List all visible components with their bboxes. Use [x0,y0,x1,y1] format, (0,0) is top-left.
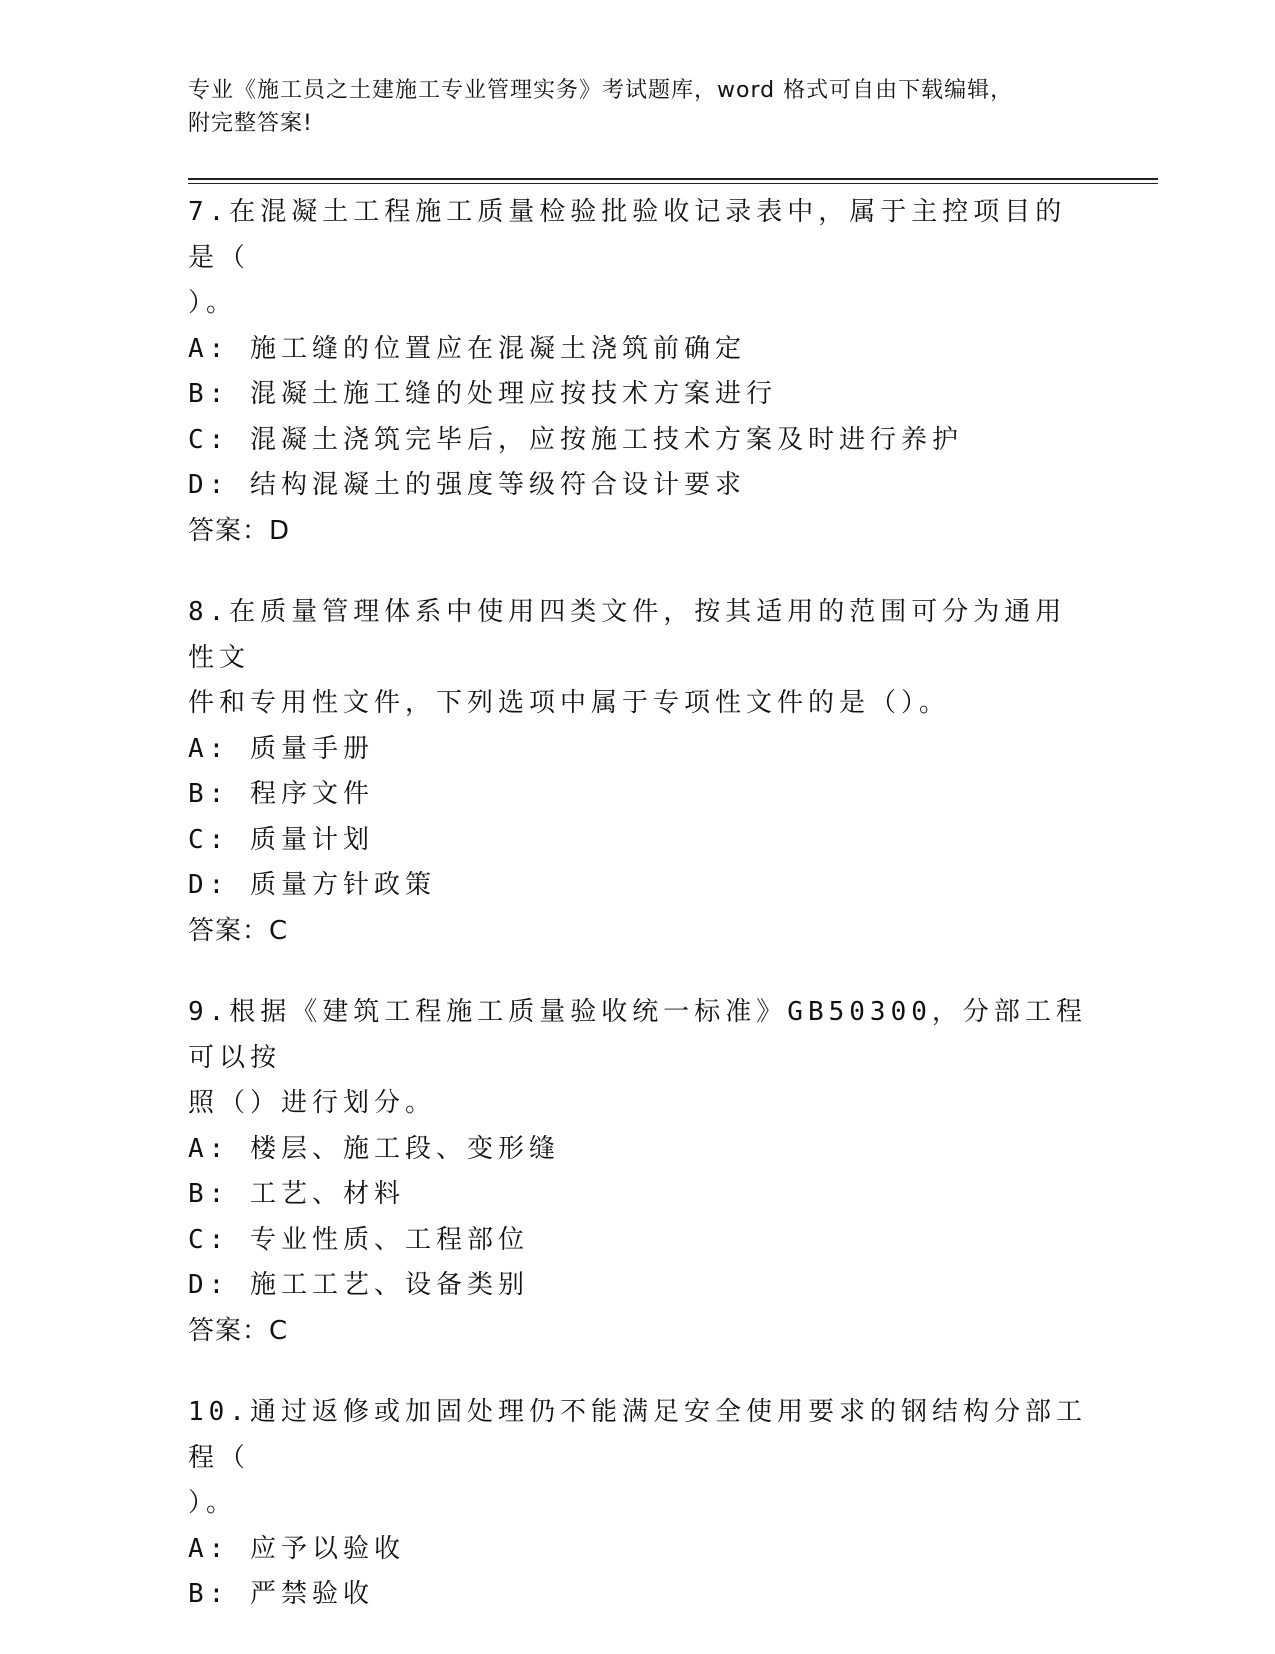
question-list [188,190,1088,1654]
option-d: D: 结构混凝土的强度等级符合设计要求 [188,470,746,500]
header-line-1: 专业《施工员之土建施工专业管理实务》考试题库，word 格式可自由下载编辑， [188,78,1014,103]
question-text-line-2: 照（）进行划分。 [188,1088,437,1118]
header-line-2: 附完整答案! [188,111,313,136]
document-header [188,74,1068,140]
option-b: B: 严禁验收 [188,1579,374,1609]
question-10 [188,1390,1088,1618]
question-text-line-1: 8.在质量管理体系中使用四类文件，按其适用的范围可分为通用性文 [188,597,1067,673]
option-a: A: 质量手册 [188,733,374,764]
option-d: D: 施工工艺、设备类别 [188,1270,529,1300]
header-divider-thin [188,183,1158,184]
option-c: C: 专业性质、工程部位 [188,1224,529,1255]
option-a: A: 楼层、施工段、变形缝 [188,1133,560,1164]
question-text-line-1: 9.根据《建筑工程施工质量验收统一标准》GB50300，分部工程可以按 [188,997,1087,1073]
option-c: C: 质量计划 [188,824,374,855]
question-text-line-2: ）。 [188,1488,238,1518]
option-c: C: 混凝土浇筑完毕后，应按施工技术方案及时进行养护 [188,424,963,455]
question-9 [188,990,1088,1354]
header-divider-thick [188,178,1158,180]
answer: 答案：C [188,915,289,946]
question-text-line-2: 件和专用性文件，下列选项中属于专项性文件的是（）。 [188,688,951,718]
question-text-line-2: ）。 [188,288,238,318]
option-list [188,1127,1088,1309]
option-b: B: 混凝土施工缝的处理应按技术方案进行 [188,379,777,409]
option-list [188,1527,1088,1618]
question-text-line-1: 10.通过返修或加固处理仍不能满足安全使用要求的钢结构分部工程（ [188,1397,1087,1473]
option-b: B: 工艺、材料 [188,1179,405,1209]
question-text-line-1: 7.在混凝土工程施工质量检验批验收记录表中，属于主控项目的是（ [188,197,1067,273]
question-8 [188,590,1088,954]
question-7 [188,190,1088,554]
answer: 答案：D [188,515,291,546]
option-list [188,327,1088,509]
option-d: D: 质量方针政策 [188,870,436,900]
option-list [188,727,1088,909]
option-a: A: 应予以验收 [188,1533,405,1564]
option-b: B: 程序文件 [188,779,374,809]
answer: 答案：C [188,1315,289,1346]
option-a: A: 施工缝的位置应在混凝土浇筑前确定 [188,333,746,364]
